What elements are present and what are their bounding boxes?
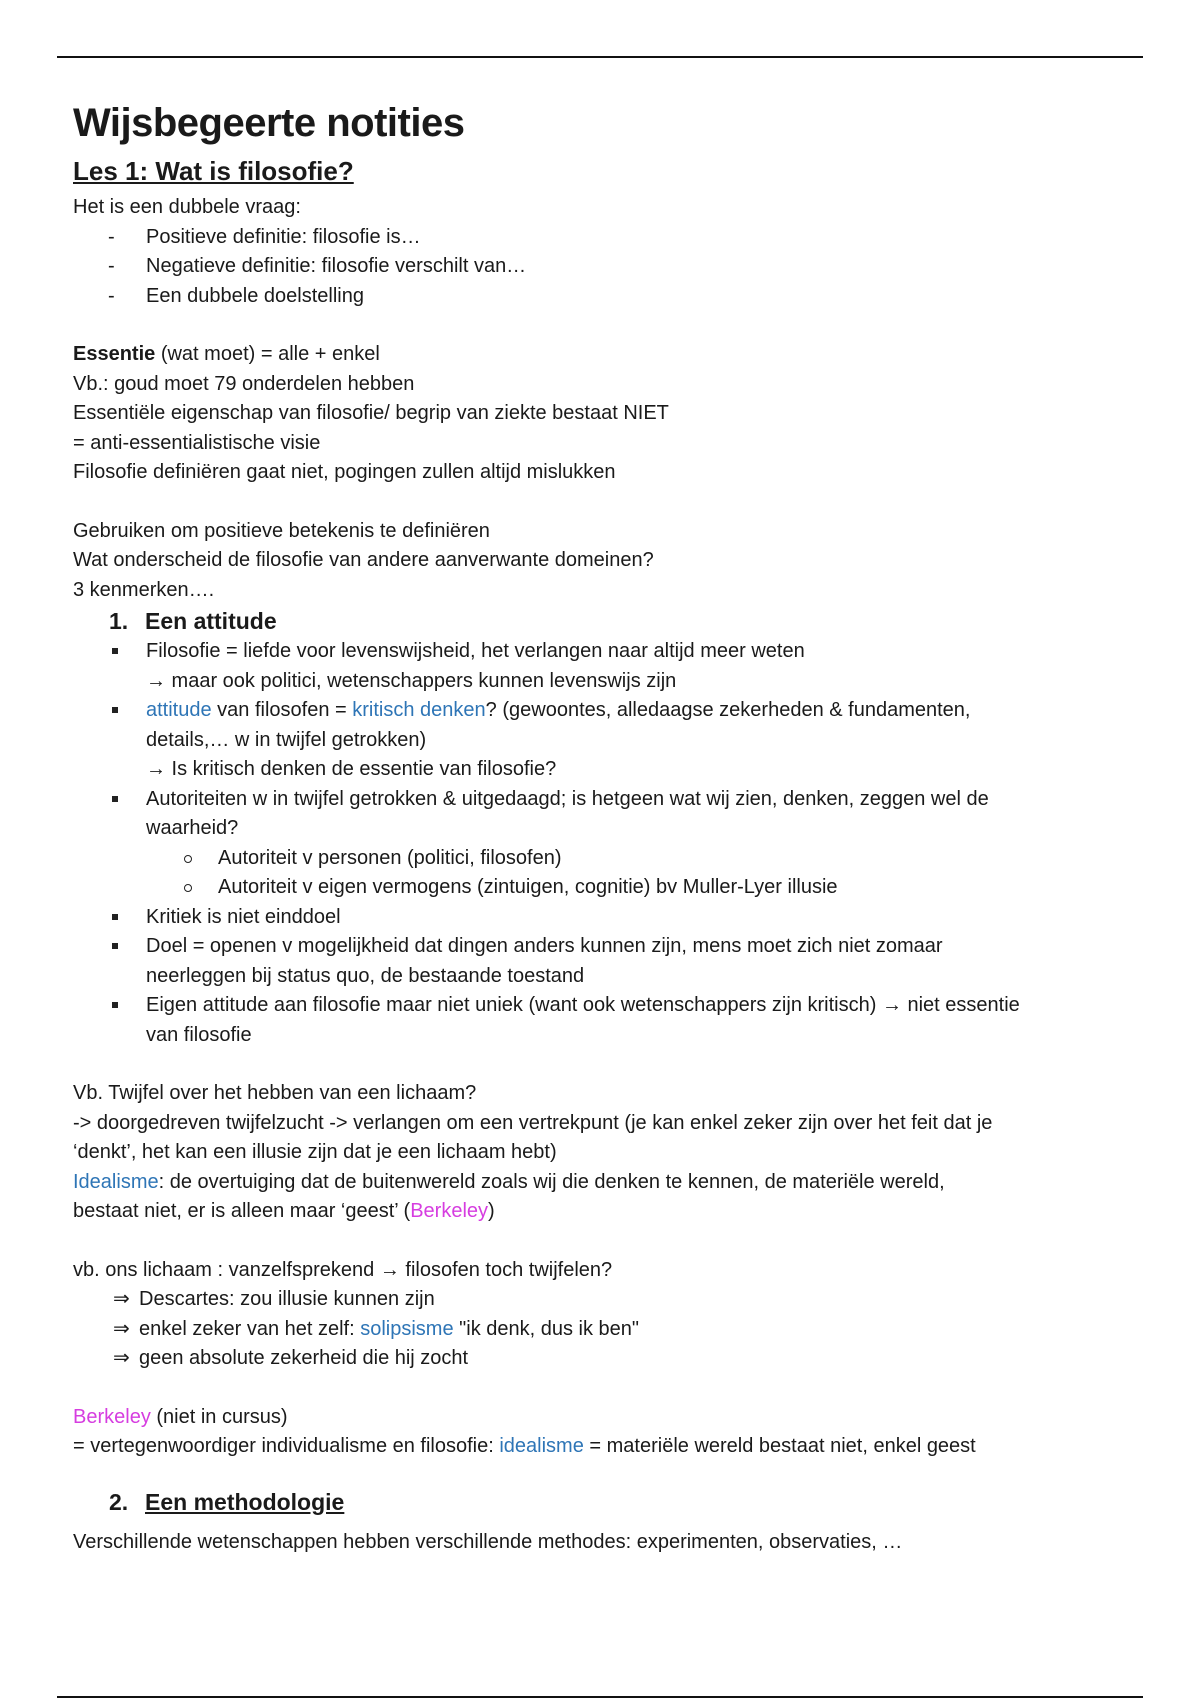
document-page [73, 100, 1133, 1557]
idealism-line: Idealisme: de overtuiging dat de buitenwereld zoals wij die denken te kennen, de materiële wereld, [73, 1170, 945, 1193]
text-line: -> doorgedreven twijfelzucht -> verlangen om een vertrekpunt (je kan enkel zeker zijn over het feit dat je [73, 1111, 993, 1134]
double-arrow-icon: ⇒ [113, 1347, 130, 1370]
arrow-item: ⇒ geen absolute zekerheid die hij zocht [73, 1344, 1133, 1374]
term-attitude: attitude [146, 699, 212, 722]
name-berkeley: Berkeley [410, 1200, 489, 1223]
arrow-item: ⇒ enkel zeker van het zelf: solipsisme "ik denk, dus ik ben" [73, 1315, 1133, 1345]
text-line: Gebruiken om positieve betekenis te definiëren [73, 519, 490, 542]
text-line: Wat onderscheid de filosofie van andere aanverwante domeinen? [73, 549, 654, 572]
intro-list [73, 223, 1133, 312]
name-berkeley: Berkeley [73, 1405, 151, 1428]
term-solipsisme: solipsisme [360, 1317, 454, 1340]
section-1-heading: 1. Een attitude [109, 608, 277, 635]
sub-list [146, 844, 1133, 903]
text-line: = anti-essentialistische visie [73, 431, 321, 454]
essence-rest: (wat moet) = alle + enkel [155, 343, 380, 366]
section-2-heading: 2. Een methodologie [109, 1488, 345, 1515]
intro-text: Het is een dubbele vraag: [73, 196, 301, 219]
list-item: Filosofie = liefde voor levenswijsheid, het verlangen naar altijd meer weten → maar ook politici, wetenschappers kunnen levenswijs zijn [108, 637, 1133, 696]
term-idealisme: Idealisme [73, 1170, 159, 1193]
list-item: Kritiek is niet einddoel [108, 903, 1133, 933]
sub-list-item: Autoriteit v personen (politici, filosofen) [181, 844, 1133, 874]
section-1-list [73, 637, 1133, 1050]
double-arrow-icon: ⇒ [113, 1288, 130, 1311]
list-item: - Negatieve definitie: filosofie verschilt van… [108, 252, 1133, 282]
berkeley-line: Berkeley (niet in cursus) [73, 1405, 288, 1428]
double-arrow-icon: ⇒ [113, 1317, 130, 1340]
list-item: Eigen attitude aan filosofie maar niet uniek (want ook wetenschappers zijn kritisch) → niet essentie van filosofie [108, 991, 1133, 1050]
section-2-text: Verschillende wetenschappen hebben verschillende methodes: experimenten, observaties, … [73, 1530, 903, 1553]
text-line: Vb.: goud moet 79 onderdelen hebben [73, 372, 415, 395]
sub-list-item: Autoriteit v eigen vermogens (zintuigen, cognitie) bv Muller-Lyer illusie [181, 873, 1133, 903]
list-item: attitude van filosofen = kritisch denken? (gewoontes, alledaagse zekerheden & fundamenten, details,… w in twijfel getrokken) → Is kritisch denken de essentie van filosofie? [108, 696, 1133, 785]
list-item: - Een dubbele doelstelling [108, 282, 1133, 312]
list-item: Doel = openen v mogelijkheid dat dingen anders kunnen zijn, mens moet zich niet zomaar neerleggen bij status quo, de bestaande toestand [108, 932, 1133, 991]
term-idealisme: idealisme [499, 1435, 584, 1458]
essence-line [73, 340, 1133, 370]
text-line: vb. ons lichaam : vanzelfsprekend → filosofen toch twijfelen? [73, 1258, 613, 1281]
arrow-item: ⇒ Descartes: zou illusie kunnen zijn [73, 1285, 1133, 1315]
list-item: - Positieve definitie: filosofie is… [108, 223, 1133, 253]
text-line: 3 kenmerken…. [73, 578, 215, 601]
top-rule [57, 56, 1143, 58]
list-item: Autoriteiten w in twijfel getrokken & uitgedaagd; is hetgeen wat wij zien, denken, zeggen wel de waarheid? Autoriteit v personen (politici, filosofen) Autoriteit v eigen vermogens (zintuigen, cognitie) bv Muller-Lyer illusie [108, 785, 1133, 903]
text-line: Essentiële eigenschap van filosofie/ begrip van ziekte bestaat NIET [73, 402, 669, 425]
berkeley-line-2: = vertegenwoordiger individualisme en filosofie: idealisme = materiële wereld bestaat niet, enkel geest [73, 1435, 976, 1458]
essence-label: Essentie [73, 343, 156, 366]
idealism-line-2: bestaat niet, er is alleen maar ‘geest’ (Berkeley) [73, 1200, 495, 1223]
text-line: ‘denkt’, het kan een illusie zijn dat je een lichaam hebt) [73, 1141, 557, 1164]
document-title: Wijsbegeerte notities [73, 101, 465, 145]
bottom-rule [57, 1696, 1143, 1698]
text-line: Filosofie definiëren gaat niet, pogingen zullen altijd mislukken [73, 461, 616, 484]
term-kritisch-denken: kritisch denken [352, 699, 486, 722]
lesson-heading: Les 1: Wat is filosofie? [73, 156, 354, 186]
text-line: Vb. Twijfel over het hebben van een lichaam? [73, 1082, 477, 1105]
